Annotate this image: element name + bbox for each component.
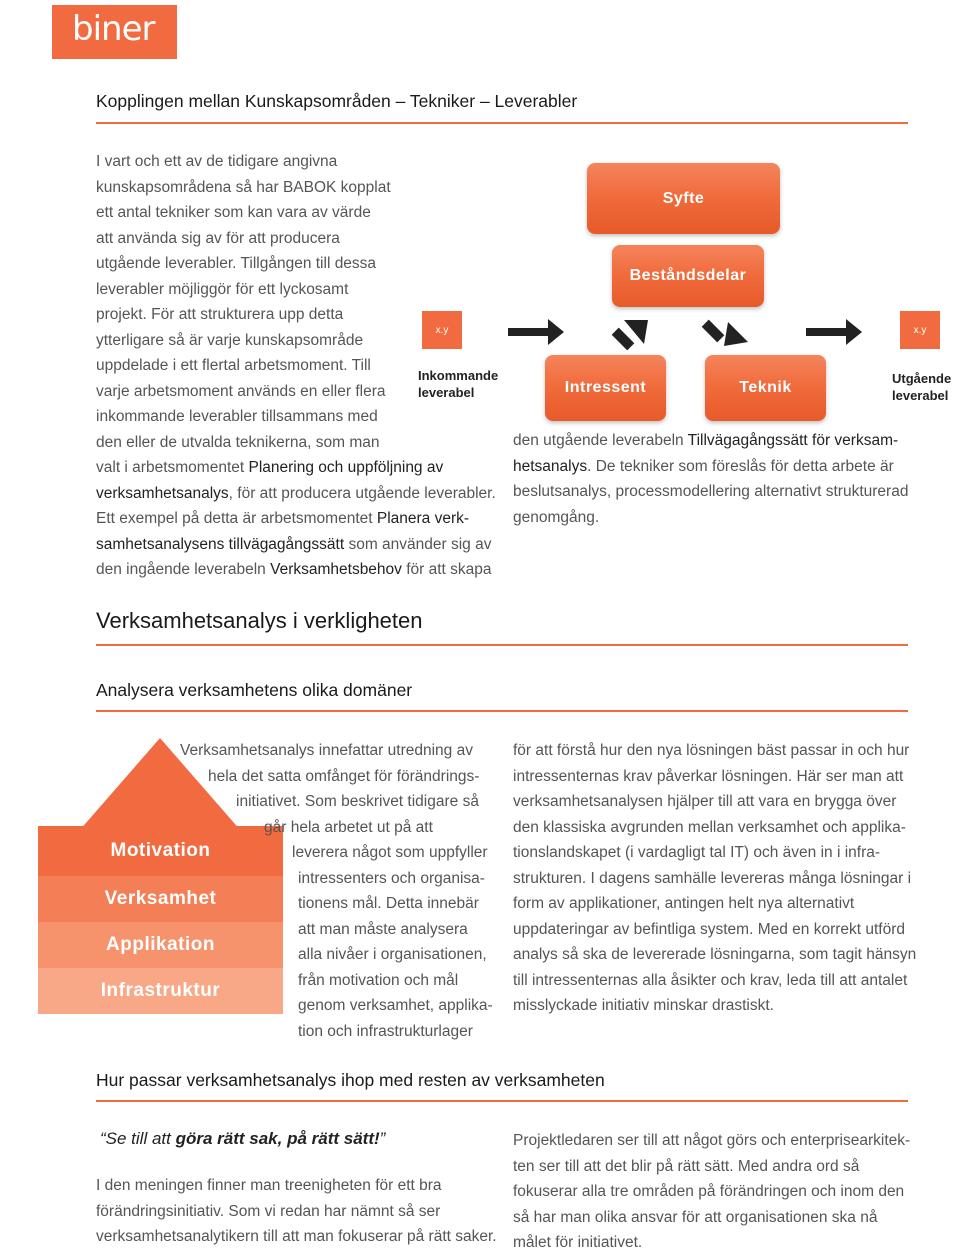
text-line: genomgång. [513,508,600,526]
text-line: att använda sig av för att producera [96,229,340,247]
section3-heading: Hur passar verksamhetsanalys ihop med resten av verksamheten [96,1070,605,1090]
section1-heading: Kopplingen mellan Kunskapsområden – Tekniker – Leverabler [96,91,578,111]
section2-subheading: Analysera verksamhetens olika domäner [96,680,413,700]
text-line: varje arbetsmoment används en eller flera [96,382,386,400]
incoming-document-icon: x.y [422,311,462,349]
text-line: initiativet. Som beskrivet tidigare så [236,793,479,810]
purpose-box: Syfte [587,163,780,234]
text-line: så har man olika ansvar för att organisationen ska nå [513,1208,878,1226]
section2-right-text [513,738,917,1019]
section2-heading: Verksamhetsanalys i verkligheten [96,608,423,633]
text-line: tionens mål. Detta innebär [298,895,479,912]
text-line: ytterligare så är varje kunskapsområde [96,331,364,349]
stakeholder-box: Intressent [545,355,666,421]
diagram-arrows [500,300,900,370]
text-line: den eller de utvalda teknikerna, som man [96,433,380,451]
text-line: för att förstå hur den nya lösningen bäst passar in och hur [513,742,910,759]
text-line: tionslandskapet (i vardagligt tal IT) och även in i infra- [513,844,881,861]
incoming-label: Inkommande leverabel [418,368,499,400]
text-line: projekt. För att strukturera upp detta [96,306,344,323]
text-line: hetsanalys. De tekniker som föreslås för detta arbete är [513,457,894,475]
text-line: hela det satta omfånget för förändrings- [208,767,480,785]
text-line: intressenters och organisa- [298,869,485,887]
components-box: Beståndsdelar [612,245,764,307]
text-line: leverabler möjliggör för ett lyckosamt [96,280,349,298]
text-line: misslyckade initiativ minskar drastiskt. [513,997,774,1014]
arrow-diagonal-icon [612,320,648,350]
text-line: Projektledaren ser till att något görs och enterprisearkitek- [513,1132,911,1149]
text-line: uppdateringar av befintliga system. Med en korrekt utförd [513,920,906,938]
section3-left-text [96,1173,496,1250]
section2-middle-text [180,738,500,1044]
text-line: går hela arbetet ut på att [264,818,433,836]
section2-subrule [96,710,908,712]
text-line: kunskapsområdena så har BABOK kopplat [96,178,391,196]
brand-logo: biner [72,9,155,49]
text-line: form av applikationer, antingen helt nya alternativt [513,895,855,912]
section3-quote: “Se till att göra rätt sak, på rätt sätt!” [100,1129,386,1148]
text-line: utgående leverabler. Tillgången till dessa [96,255,377,272]
text-line: genom verksamhet, applika- [298,997,493,1014]
section2-rule [96,644,908,646]
text-line: den ingående leverabeln Verksamhetsbehov för att skapa [96,561,492,578]
section3-rule [96,1100,908,1102]
outgoing-label: Utgående leverabel [892,371,952,403]
text-line: från motivation och mål [298,971,459,989]
text-line: ten ser till att det blir på rätt sätt. Med andra ord så [513,1157,860,1175]
text-line: fokuserar alla tre områden på förändringen och inom den [513,1183,905,1200]
text-line: att man måste analysera [298,920,468,938]
arrow-right-icon [508,319,564,345]
text-line: till intressenternas alla åsikter och krav, leda till att antalet [513,971,908,989]
pyramid-layer-infrastructure: Infrastruktur [38,968,283,1014]
text-line: den utgående leverabeln Tillvägagångssätt för verksam- [513,432,899,449]
text-line: alla nivåer i organisationen, [298,946,487,963]
text-line: verksamhetsanalysen hjälper till att vara en brygga över [513,793,897,810]
text-line: Ett exempel på detta är arbetsmomentet Planera verk- [96,510,470,527]
section1-right-text [513,428,913,530]
technique-box: Teknik [705,355,826,421]
text-line: analys så ska de levererade lösningarna, som tagit hänsyn [513,946,917,963]
text-line: uppdelade i ett flertal arbetsmoment. Till [96,357,371,374]
section3-right-text [513,1128,913,1252]
arrow-right-out-icon [806,319,862,345]
arrow-diagonal-down-icon [702,320,748,346]
text-line: målet för initiativet. [513,1234,643,1251]
text-line: I den meningen finner man treenigheten för ett bra [96,1177,442,1194]
text-line: verksamhetsanalytikern till att man fokuserar på rätt saker. [96,1228,497,1245]
text-line: valt i arbetsmomentet Planering och uppföljning av [96,459,444,476]
text-line: inkommande leverabler tillsammans med [96,408,378,425]
text-line: ett antal tekniker som kan vara av värde [96,204,371,221]
text-line: verksamhetsanalys, för att producera utgående leverabler. [96,484,496,502]
text-line: förändringsinitiativ. Som vi redan har nämnt så ser [96,1202,441,1220]
text-line: I vart och ett av de tidigare angivna [96,153,338,170]
text-line: Verksamhetsanalys innefattar utredning av [180,742,473,759]
pyramid-layer-motivation: Motivation [38,826,283,876]
section1-rule [96,122,908,124]
text-line: samhetsanalysens tillvägagångssätt som använder sig av [96,535,492,553]
text-line: intressenternas krav påverkar lösningen. Här ser man att [513,767,904,785]
text-line: leverera något som uppfyller [292,844,488,861]
text-line: strukturen. I dagens samhälle levereras många lösningar i [513,869,912,887]
text-line: tion och infrastrukturlager [298,1022,473,1040]
text-line: beslutsanalys, processmodellering alternativt strukturerad [513,483,909,500]
pyramid-layer-business: Verksamhet [38,876,283,922]
pyramid-layer-application: Applikation [38,922,283,968]
outgoing-document-icon: x.y [900,311,940,349]
text-line: den klassiska avgrunden mellan verksamhet och applika- [513,818,906,836]
